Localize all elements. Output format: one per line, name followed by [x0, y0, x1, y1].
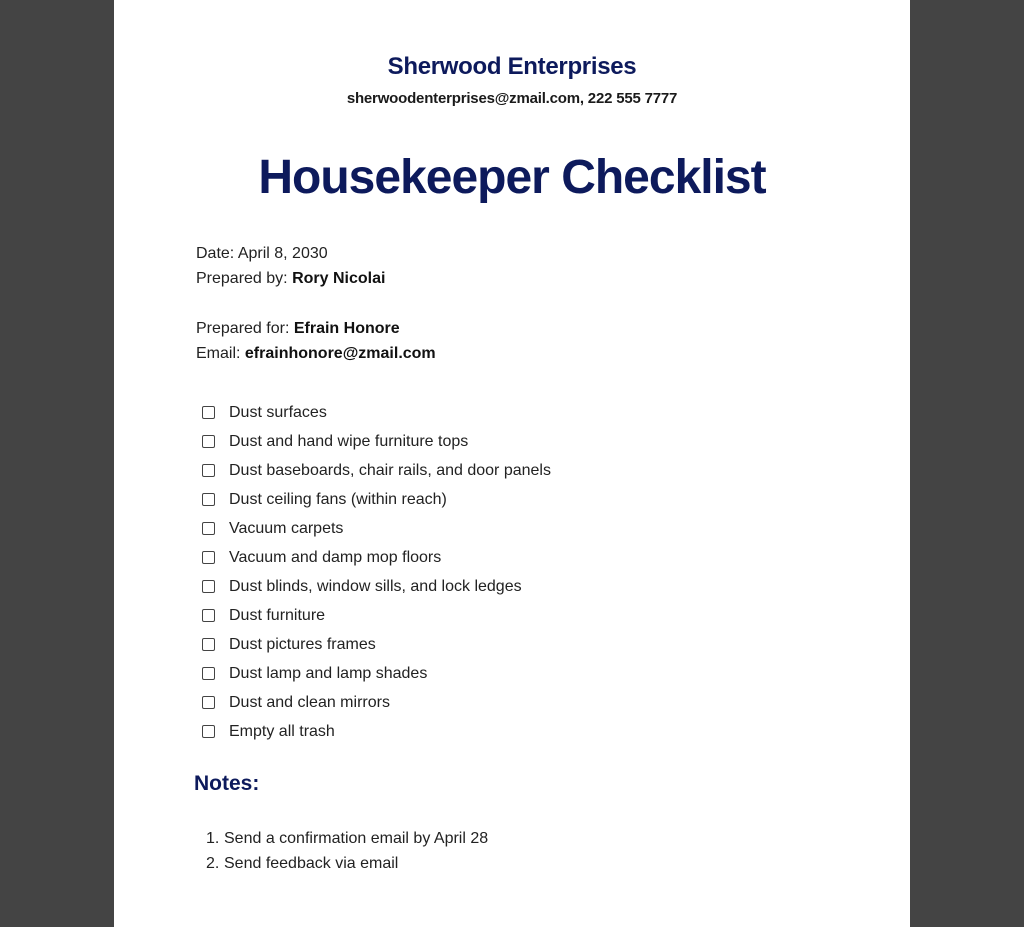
checkbox[interactable]	[202, 522, 215, 535]
checklist-item	[196, 514, 551, 543]
company-name: Sherwood Enterprises	[387, 53, 637, 80]
note-text: Send a confirmation email by April 28	[224, 830, 489, 847]
checkbox[interactable]	[202, 725, 215, 738]
note-number: 2.	[206, 855, 220, 872]
notes-heading: Notes:	[194, 772, 260, 795]
page-title: Housekeeper Checklist	[258, 151, 766, 204]
checklist-item	[196, 543, 551, 572]
company-contact: sherwoodenterprises@zmail.com, 222 555 7777	[346, 90, 678, 107]
checklist-item	[196, 572, 551, 601]
checklist-item	[196, 688, 551, 717]
checklist-item-label: Dust blinds, window sills, and lock ledges	[229, 577, 522, 595]
checkbox[interactable]	[202, 464, 215, 477]
checklist-item-label: Dust pictures frames	[229, 635, 376, 653]
date-label: Date:	[196, 245, 235, 262]
checklist-item	[196, 427, 551, 456]
notes-list	[206, 828, 488, 878]
prepared-for-line	[196, 319, 400, 339]
note-item	[206, 853, 488, 878]
note-number: 1.	[206, 830, 220, 847]
checkbox[interactable]	[202, 580, 215, 593]
prepared-for-value: Efrain Honore	[293, 320, 400, 337]
prepared-by-value: Rory Nicolai	[292, 270, 386, 287]
checklist-item	[196, 485, 551, 514]
checklist-item-label: Empty all trash	[229, 722, 335, 740]
checklist-item-label: Dust furniture	[229, 606, 326, 624]
checklist-item-label: Dust ceiling fans (within reach)	[229, 490, 447, 508]
date-value: April 8, 2030	[237, 245, 328, 262]
checkbox[interactable]	[202, 406, 215, 419]
checkbox[interactable]	[202, 696, 215, 709]
document-page	[114, 0, 910, 927]
checklist-item	[196, 601, 551, 630]
note-text: Send feedback via email	[224, 855, 399, 872]
date-line	[196, 244, 328, 264]
checklist-item-label: Dust and hand wipe furniture tops	[229, 432, 469, 450]
checklist-item	[196, 630, 551, 659]
checkbox[interactable]	[202, 493, 215, 506]
checkbox[interactable]	[202, 667, 215, 680]
email-line	[196, 344, 436, 364]
email-value: efrainhonore@zmail.com	[244, 345, 436, 362]
prepared-by-line	[196, 269, 385, 289]
checkbox[interactable]	[202, 609, 215, 622]
checkbox[interactable]	[202, 435, 215, 448]
checkbox[interactable]	[202, 551, 215, 564]
checklist-item-label: Dust baseboards, chair rails, and door panels	[229, 461, 551, 479]
checkbox[interactable]	[202, 638, 215, 651]
checklist-item	[196, 398, 551, 427]
checklist	[196, 398, 551, 746]
checklist-item	[196, 717, 551, 746]
note-item	[206, 828, 488, 853]
checklist-item-label: Dust lamp and lamp shades	[229, 664, 428, 682]
email-label: Email:	[196, 345, 241, 362]
checklist-item	[196, 456, 551, 485]
checklist-item-label: Dust surfaces	[229, 403, 327, 421]
checklist-item-label: Vacuum and damp mop floors	[229, 548, 442, 566]
prepared-by-label: Prepared by:	[196, 270, 288, 287]
checklist-item-label: Vacuum carpets	[229, 519, 344, 537]
prepared-for-label: Prepared for:	[196, 320, 290, 337]
checklist-item	[196, 659, 551, 688]
checklist-item-label: Dust and clean mirrors	[229, 693, 390, 711]
